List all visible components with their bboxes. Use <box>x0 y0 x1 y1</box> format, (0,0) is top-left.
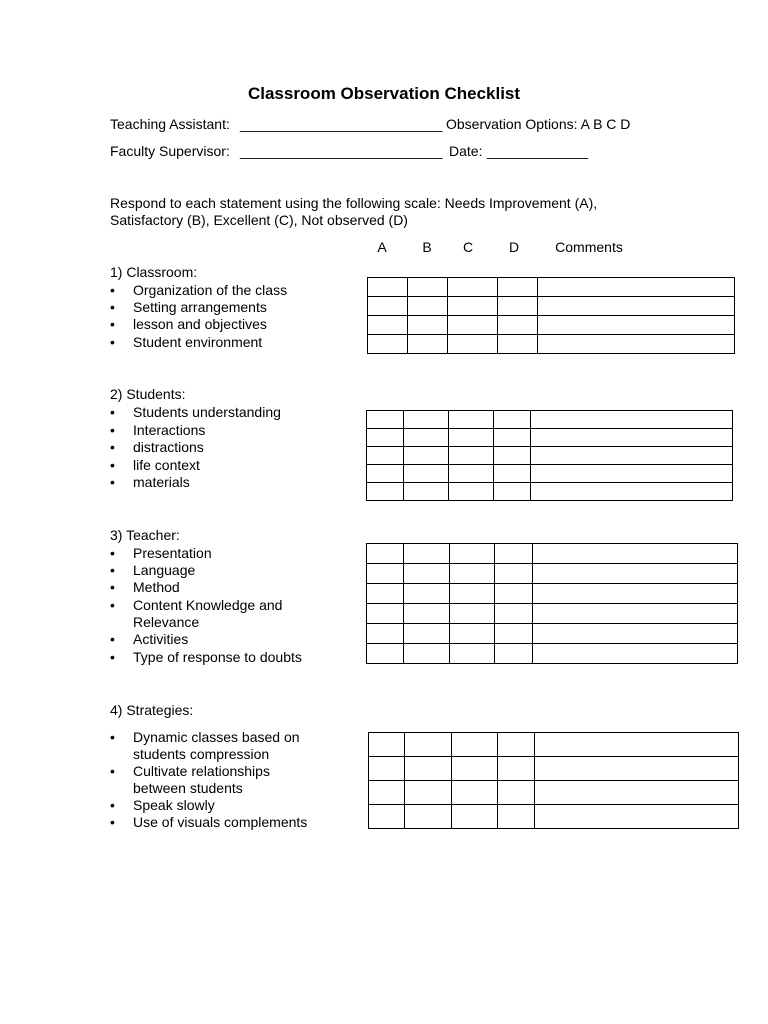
rating-cell-c[interactable] <box>448 278 498 297</box>
rating-cell-a[interactable] <box>367 483 404 501</box>
date-label: Date: <box>449 143 483 159</box>
comments-cell[interactable] <box>538 316 735 335</box>
list-item-label: life context <box>133 457 200 473</box>
rating-cell-d[interactable] <box>498 316 538 335</box>
rating-cell-a[interactable] <box>368 297 408 316</box>
rating-cell-b[interactable] <box>405 781 452 805</box>
rating-cell-d[interactable] <box>494 483 531 501</box>
rating-cell-d[interactable] <box>495 644 533 664</box>
rating-cell-d[interactable] <box>495 604 533 624</box>
date-blank[interactable]: _____________ <box>487 143 589 159</box>
section-heading-classroom: 1) Classroom: <box>110 264 198 280</box>
column-header-a: A <box>377 239 387 255</box>
rating-cell-d[interactable] <box>498 805 535 829</box>
rating-cell-c[interactable] <box>450 624 495 644</box>
comments-cell[interactable] <box>535 757 739 781</box>
bullet-icon: • <box>110 316 115 332</box>
section-heading-students: 2) Students: <box>110 386 186 402</box>
rating-cell-c[interactable] <box>448 335 498 354</box>
instructions-line-1: Respond to each statement using the following scale: Needs Improvement (A), <box>110 195 598 211</box>
rating-cell-d[interactable] <box>498 733 535 757</box>
bullet-icon: • <box>110 334 115 350</box>
comments-cell[interactable] <box>533 544 738 564</box>
rating-cell-c[interactable] <box>449 429 494 447</box>
rating-cell-b[interactable] <box>404 447 449 465</box>
rating-cell-d[interactable] <box>495 564 533 584</box>
rating-cell-a[interactable] <box>368 278 408 297</box>
bullet-icon: • <box>110 299 115 315</box>
rating-cell-d[interactable] <box>494 465 531 483</box>
comments-cell[interactable] <box>535 805 739 829</box>
rating-cell-d[interactable] <box>495 544 533 564</box>
rating-cell-a[interactable] <box>368 316 408 335</box>
comments-cell[interactable] <box>531 429 733 447</box>
bullet-icon: • <box>110 282 115 298</box>
rating-cell-a[interactable] <box>367 544 404 564</box>
list-item-label: Students understanding <box>133 404 281 420</box>
rating-cell-a[interactable] <box>367 644 404 664</box>
list-item-label: materials <box>133 474 190 490</box>
rating-cell-d[interactable] <box>498 297 538 316</box>
rating-cell-b[interactable] <box>408 278 448 297</box>
instructions-line-2: Satisfactory (B), Excellent (C), Not observed (D) <box>110 212 408 228</box>
column-header-comments: Comments <box>555 239 623 255</box>
teaching-assistant-label: Teaching Assistant: <box>110 116 230 132</box>
rating-cell-b[interactable] <box>404 564 450 584</box>
bullet-icon: • <box>110 545 115 561</box>
rating-cell-c[interactable] <box>450 644 495 664</box>
students-rating-grid <box>366 410 733 501</box>
rating-cell-b[interactable] <box>404 544 450 564</box>
rating-cell-b[interactable] <box>404 644 450 664</box>
observation-options-label: Observation Options: A B C D <box>446 116 631 132</box>
rating-cell-a[interactable] <box>368 335 408 354</box>
teacher-rating-grid <box>366 543 738 664</box>
rating-cell-a[interactable] <box>367 447 404 465</box>
bullet-icon: • <box>110 562 115 578</box>
rating-cell-c[interactable] <box>450 564 495 584</box>
rating-cell-b[interactable] <box>404 584 450 604</box>
bullet-icon: • <box>110 439 115 455</box>
column-header-c: C <box>462 239 474 255</box>
rating-cell-c[interactable] <box>448 297 498 316</box>
section-heading-strategies: 4) Strategies: <box>110 702 194 718</box>
rating-cell-d[interactable] <box>495 624 533 644</box>
rating-cell-b[interactable] <box>404 604 450 624</box>
faculty-supervisor-label: Faculty Supervisor: <box>110 143 230 159</box>
list-item-label: Language <box>133 562 196 578</box>
rating-cell-b[interactable] <box>405 757 452 781</box>
bullet-icon: • <box>110 649 115 665</box>
rating-cell-d[interactable] <box>494 429 531 447</box>
rating-cell-b[interactable] <box>408 335 448 354</box>
comments-cell[interactable] <box>535 781 739 805</box>
rating-cell-d[interactable] <box>494 411 531 429</box>
rating-cell-c[interactable] <box>448 316 498 335</box>
list-item-label: distractions <box>133 439 204 455</box>
comments-cell[interactable] <box>533 604 738 624</box>
bullet-icon: • <box>110 404 115 420</box>
comments-cell[interactable] <box>533 644 738 664</box>
rating-cell-a[interactable] <box>367 429 404 447</box>
comments-cell[interactable] <box>538 335 735 354</box>
list-item-label: Type of response to doubts <box>133 649 302 665</box>
column-header-b: B <box>422 239 432 255</box>
comments-cell[interactable] <box>531 465 733 483</box>
bullet-icon: • <box>110 729 115 745</box>
rating-cell-d[interactable] <box>498 757 535 781</box>
rating-cell-c[interactable] <box>450 544 495 564</box>
rating-cell-c[interactable] <box>449 483 494 501</box>
rating-cell-c[interactable] <box>449 411 494 429</box>
rating-cell-a[interactable] <box>369 757 405 781</box>
bullet-icon: • <box>110 631 115 647</box>
rating-cell-b[interactable] <box>404 624 450 644</box>
teaching-assistant-blank[interactable]: __________________________ <box>240 116 443 132</box>
rating-cell-d[interactable] <box>495 584 533 604</box>
rating-cell-c[interactable] <box>450 584 495 604</box>
comments-cell[interactable] <box>535 733 739 757</box>
column-header-d: D <box>508 239 520 255</box>
rating-cell-b[interactable] <box>408 297 448 316</box>
comments-cell[interactable] <box>533 624 738 644</box>
list-item-label: Organization of the class <box>133 282 288 298</box>
rating-cell-b[interactable] <box>404 429 449 447</box>
rating-cell-c[interactable] <box>450 604 495 624</box>
comments-cell[interactable] <box>531 483 733 501</box>
rating-cell-a[interactable] <box>369 805 405 829</box>
rating-cell-d[interactable] <box>498 335 538 354</box>
comments-cell[interactable] <box>531 411 733 429</box>
rating-cell-b[interactable] <box>404 411 449 429</box>
rating-cell-a[interactable] <box>369 781 405 805</box>
bullet-icon: • <box>110 797 115 813</box>
classroom-rating-grid <box>367 277 735 354</box>
rating-cell-a[interactable] <box>367 624 404 644</box>
rating-cell-c[interactable] <box>452 781 498 805</box>
bullet-icon: • <box>110 579 115 595</box>
rating-cell-b[interactable] <box>404 465 449 483</box>
list-item-label: Cultivate relationships between students <box>133 763 270 796</box>
list-item-label: Activities <box>133 631 189 647</box>
bullet-icon: • <box>110 597 115 613</box>
list-item-label: Presentation <box>133 545 212 561</box>
list-item-label: Interactions <box>133 422 206 438</box>
list-item-label: Method <box>133 579 180 595</box>
section-heading-teacher: 3) Teacher: <box>110 527 180 543</box>
list-item-label: Setting arrangements <box>133 299 267 315</box>
bullet-icon: • <box>110 814 115 830</box>
rating-cell-c[interactable] <box>449 447 494 465</box>
rating-cell-c[interactable] <box>449 465 494 483</box>
comments-cell[interactable] <box>538 278 735 297</box>
strategies-rating-grid <box>368 732 739 829</box>
rating-cell-a[interactable] <box>367 465 404 483</box>
rating-cell-a[interactable] <box>367 411 404 429</box>
rating-cell-b[interactable] <box>405 805 452 829</box>
rating-cell-b[interactable] <box>408 316 448 335</box>
comments-cell[interactable] <box>533 584 738 604</box>
bullet-icon: • <box>110 457 115 473</box>
list-item-label: Content Knowledge and Relevance <box>133 597 283 630</box>
bullet-icon: • <box>110 474 115 490</box>
bullet-icon: • <box>110 422 115 438</box>
comments-cell[interactable] <box>531 447 733 465</box>
rating-cell-a[interactable] <box>367 564 404 584</box>
rating-cell-c[interactable] <box>452 805 498 829</box>
comments-cell[interactable] <box>533 564 738 584</box>
rating-cell-b[interactable] <box>405 733 452 757</box>
rating-cell-d[interactable] <box>494 447 531 465</box>
rating-cell-d[interactable] <box>498 781 535 805</box>
rating-cell-a[interactable] <box>367 584 404 604</box>
rating-cell-c[interactable] <box>452 733 498 757</box>
list-item-label: Student environment <box>133 334 263 350</box>
bullet-icon: • <box>110 763 115 779</box>
list-item-label: lesson and objectives <box>133 316 267 332</box>
rating-cell-b[interactable] <box>404 483 449 501</box>
rating-cell-a[interactable] <box>367 604 404 624</box>
page-title: Classroom Observation Checklist <box>247 84 521 103</box>
comments-cell[interactable] <box>538 297 735 316</box>
rating-cell-c[interactable] <box>452 757 498 781</box>
faculty-supervisor-blank[interactable]: __________________________ <box>240 143 443 159</box>
rating-cell-a[interactable] <box>369 733 405 757</box>
list-item-label: Speak slowly <box>133 797 215 813</box>
rating-cell-d[interactable] <box>498 278 538 297</box>
list-item-label: Use of visuals complements <box>133 814 308 830</box>
list-item-label: Dynamic classes based on students compression <box>133 729 300 762</box>
